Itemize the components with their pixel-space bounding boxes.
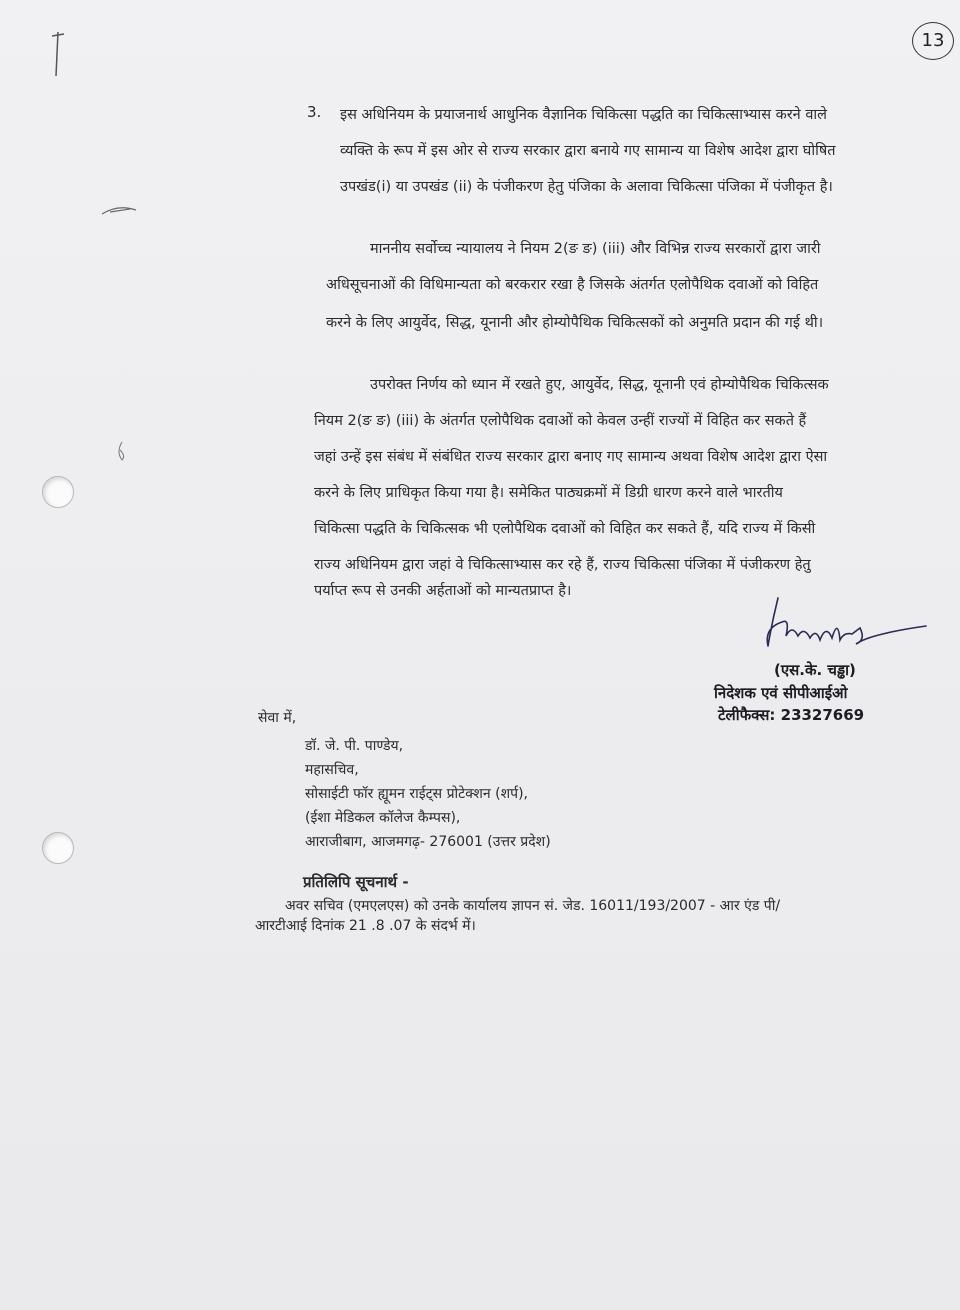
court-paragraph-line-2: अधिसूचनाओं की विधिमान्यता को बरकरार रखा है जिसके अंतर्गत एलोपैथिक दवाओं को विहित bbox=[326, 277, 819, 293]
addressee-line-5: आराजीबाग, आजमगढ़- 276001 (उत्तर प्रदेश) bbox=[305, 834, 551, 850]
page-number: 13 bbox=[912, 22, 954, 60]
decision-paragraph-line-5: चिकित्सा पद्धति के चिकित्सक भी एलोपैथिक दवाओं को विहित कर सकते हैं, यदि राज्य में किसी bbox=[314, 521, 816, 537]
court-paragraph-line-3: करने के लिए आयुर्वेद, सिद्ध, यूनानी और होम्योपैथिक चिकित्सकों को अनुमति प्रदान की गई थी। bbox=[326, 315, 824, 331]
decision-paragraph-line-1: उपरोक्त निर्णय को ध्यान में रखते हुए, आयुर्वेद, सिद्ध, यूनानी एवं होम्योपैथिक चिकित्सक bbox=[370, 377, 829, 393]
addressee-salutation: सेवा में, bbox=[258, 710, 297, 726]
decision-paragraph-line-3: जहां उन्हें इस संबंध में संबंधित राज्य सरकार द्वारा बनाए गए सामान्य अथवा विशेष आदेश द्वारा ऐसा bbox=[314, 449, 828, 465]
margin-pen-mark bbox=[40, 28, 70, 83]
punch-hole-upper bbox=[42, 476, 74, 508]
addressee-line-2: महासचिव, bbox=[305, 762, 359, 778]
addressee-line-1: डॉ. जे. पी. पाण्डेय, bbox=[305, 738, 404, 754]
handwritten-signature bbox=[756, 588, 936, 660]
punch-hole-lower bbox=[42, 832, 74, 864]
copy-line-2: आरटीआई दिनांक 21 .8 .07 के संदर्भ में। bbox=[255, 918, 476, 934]
margin-tick-mark bbox=[112, 438, 132, 466]
court-paragraph-line-1: माननीय सर्वोच्च न्यायालय ने नियम 2(ङ ङ) (iii) और विभिन्न राज्य सरकारों द्वारा जारी bbox=[370, 241, 821, 257]
decision-paragraph-line-6: राज्य अधिनियम द्वारा जहां वे चिकित्साभ्यास कर रहे हैं, राज्य चिकित्सा पंजिका में पंजीकरण हेतु bbox=[314, 557, 811, 573]
paragraph-3-line-3: उपखंड(i) या उपखंड (ii) के पंजीकरण हेतु पंजिका के अलावा चिकित्सा पंजिका में पंजीकृत है। bbox=[340, 179, 833, 195]
signatory-designation: निदेशक एवं सीपीआईओ bbox=[714, 684, 848, 702]
margin-scribble-mark bbox=[100, 200, 140, 220]
decision-paragraph-line-2: नियम 2(ङ ङ) (iii) के अंतर्गत एलोपैथिक दवाओं को केवल उन्हीं राज्यों में विहित कर सकते हैं bbox=[314, 413, 807, 429]
addressee-line-4: (ईशा मेडिकल कॉलेज कैम्पस), bbox=[305, 810, 461, 826]
copy-heading: प्रतिलिपि सूचनार्थ - bbox=[303, 873, 409, 891]
signatory-telefax: टेलीफैक्स: 23327669 bbox=[718, 706, 865, 724]
paragraph-number: 3. bbox=[307, 103, 322, 121]
copy-line-1: अवर सचिव (एमएलएस) को उनके कार्यालय ज्ञापन सं. जेड. 16011/193/2007 - आर एंड पी/ bbox=[285, 898, 781, 914]
addressee-line-3: सोसाईटी फॉर ह्यूमन राईट्स प्रोटेक्शन (शर्प), bbox=[305, 786, 528, 802]
decision-paragraph-line-4: करने के लिए प्राधिकृत किया गया है। समेकित पाठ्यक्रमों में डिग्री धारण करने वाले भारतीय bbox=[314, 485, 783, 501]
paragraph-3-line-1: इस अधिनियम के प्रयाजनार्थ आधुनिक वैज्ञानिक चिकित्सा पद्धति का चिकित्साभ्यास करने वाले bbox=[340, 107, 827, 123]
paragraph-3-line-2: व्यक्ति के रूप में इस ओर से राज्य सरकार द्वारा बनाये गए सामान्य या विशेष आदेश द्वारा घोषित bbox=[340, 143, 836, 159]
decision-paragraph-line-7: पर्याप्त रूप से उनकी अर्हताओं को मान्यतप्राप्त है। bbox=[314, 583, 572, 599]
signatory-name: (एस.के. चड्ढा) bbox=[774, 661, 856, 679]
